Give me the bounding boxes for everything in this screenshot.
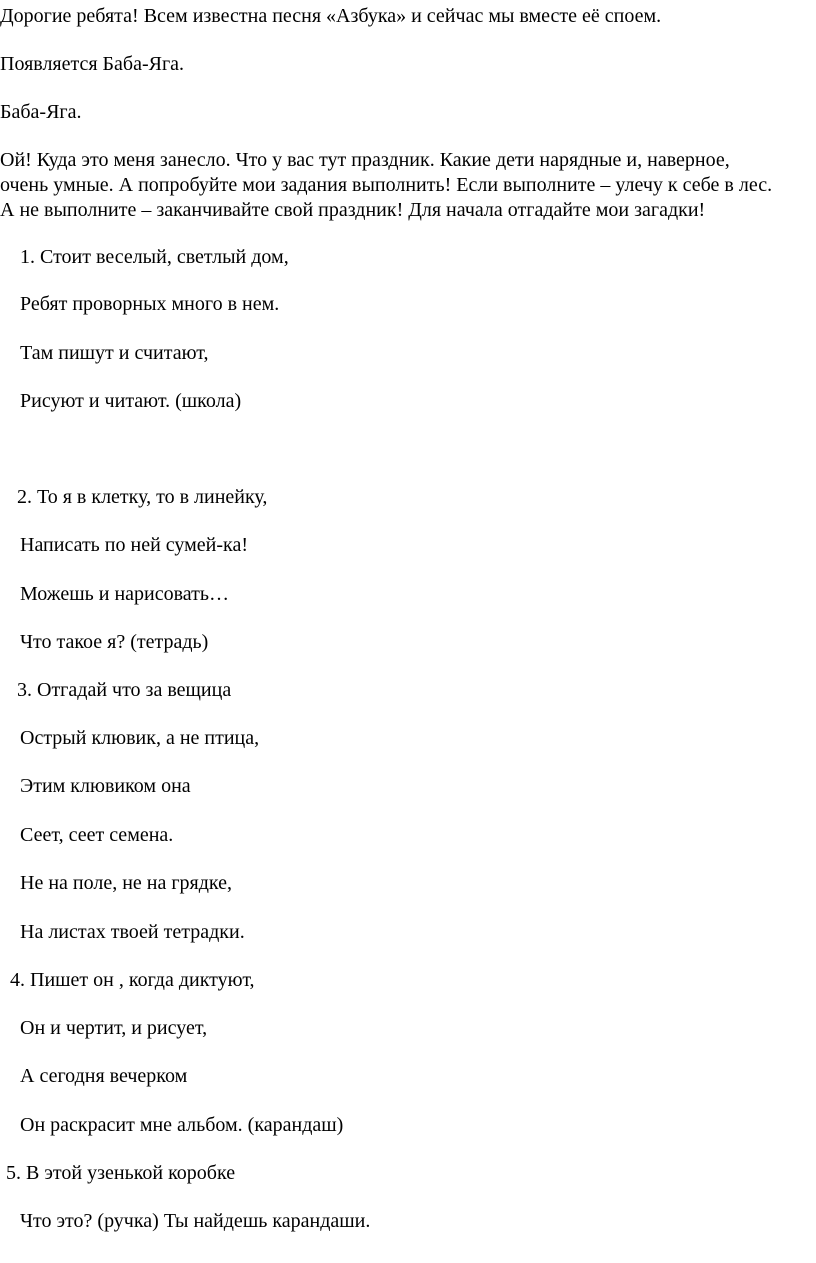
riddle-3-line-6: На листах твоей тетрадки.: [20, 921, 245, 943]
riddle-2-line-4: Что такое я? (тетрадь): [20, 631, 209, 653]
riddle-1-line-1: 1. Стоит веселый, светлый дом,: [20, 246, 289, 268]
riddle-2-line-1: 2. То я в клетку, то в линейку,: [17, 486, 268, 508]
stage-direction: Появляется Баба-Яга.: [0, 53, 185, 75]
riddle-3-line-5: Не на поле, не на грядке,: [20, 872, 233, 894]
intro-paragraph: Дорогие ребята! Всем известна песня «Азбука» и сейчас мы вместе её споем.: [0, 5, 662, 27]
speech-line: А не выполните – заканчивайте свой праздник! Для начала отгадайте мои загадки!: [0, 199, 706, 221]
riddle-5-line-1: 5. В этой узенькой коробке: [6, 1162, 236, 1184]
speaker-name: Баба-Яга.: [0, 101, 82, 123]
riddle-1-line-3: Там пишут и считают,: [20, 342, 209, 364]
riddle-4-line-2: Он и чертит, и рисует,: [20, 1017, 208, 1039]
riddle-4-line-3: А сегодня вечерком: [20, 1065, 188, 1087]
riddle-2-line-2: Написать по ней сумей-ка!: [20, 534, 248, 556]
speech-line: Ой! Куда это меня занесло. Что у вас тут праздник. Какие дети нарядные и, наверное,: [0, 149, 730, 171]
riddle-1-line-4: Рисуют и читают. (школа): [20, 390, 242, 412]
riddle-2-line-3: Можешь и нарисовать…: [20, 583, 230, 605]
riddle-3-line-2: Острый клювик, а не птица,: [20, 727, 260, 749]
riddle-1-line-2: Ребят проворных много в нем.: [20, 293, 280, 315]
riddle-4-line-1: 4. Пишет он , когда диктуют,: [10, 969, 255, 991]
riddle-5-line-2: Что это? (ручка) Ты найдешь карандаши.: [20, 1210, 371, 1232]
riddle-3-line-1: 3. Отгадай что за вещица: [17, 679, 232, 701]
speech-line: очень умные. А попробуйте мои задания выполнить! Если выполните – улечу к себе в лес.: [0, 174, 773, 196]
riddle-4-line-4: Он раскрасит мне альбом. (карандаш): [20, 1114, 344, 1136]
riddle-3-line-4: Сеет, сеет семена.: [20, 824, 174, 846]
riddle-3-line-3: Этим клювиком она: [20, 775, 191, 797]
